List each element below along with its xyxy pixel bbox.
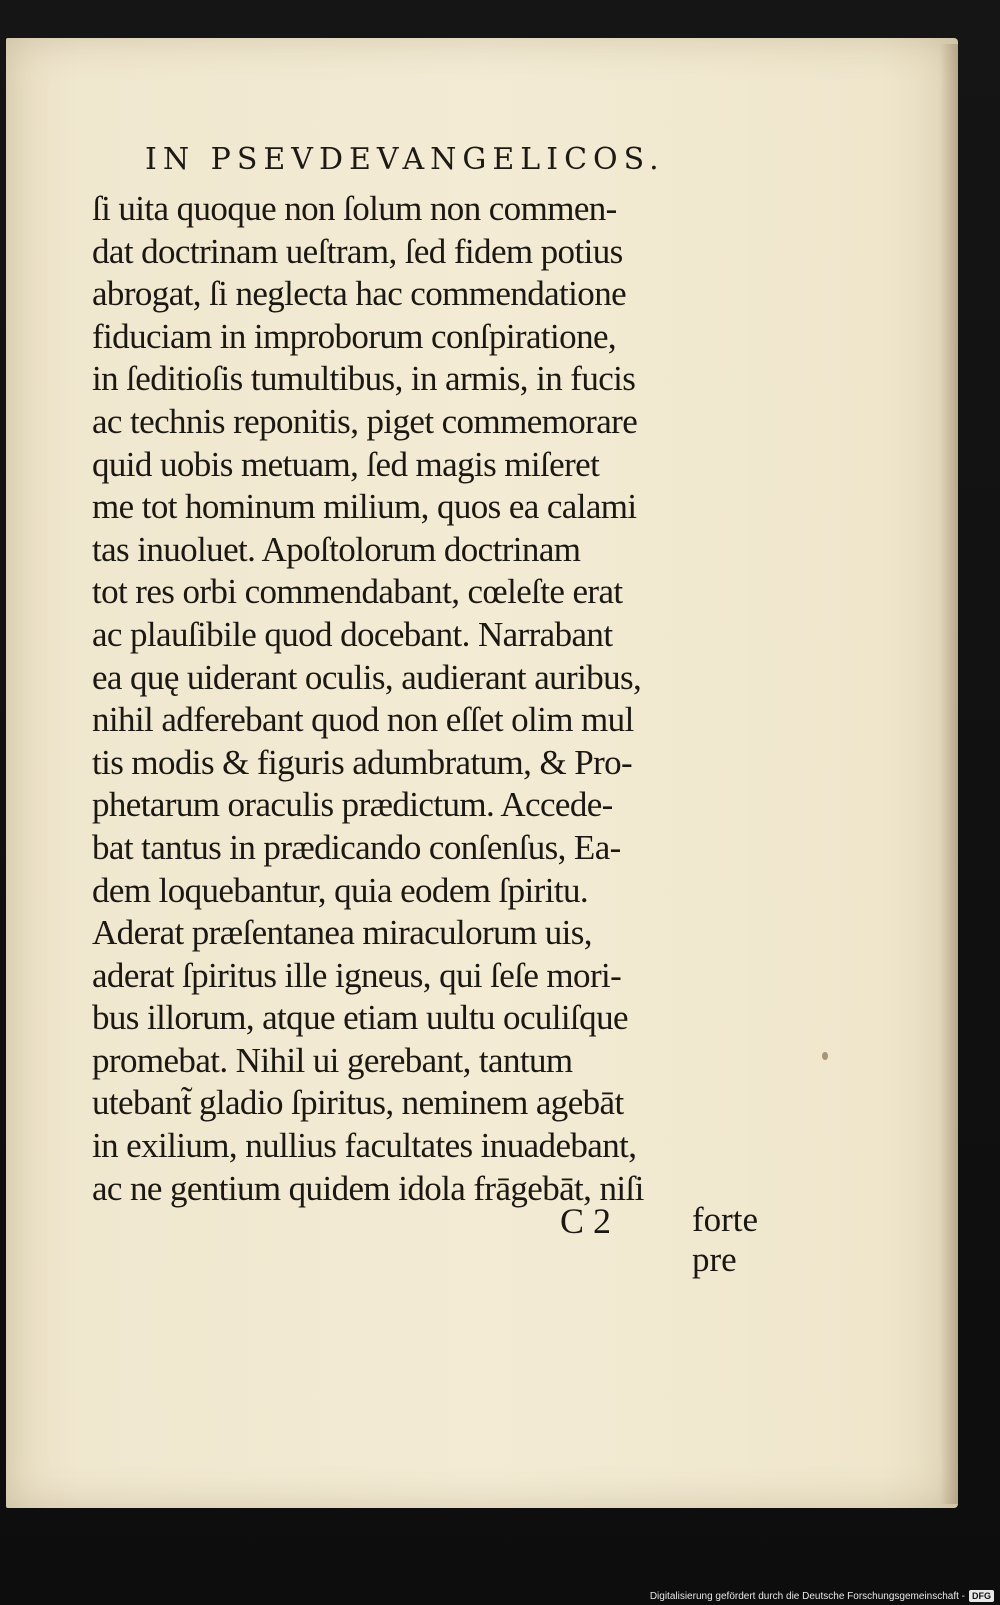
text-line: ſi uita quoque non ſolum non commen- bbox=[92, 189, 617, 228]
text-line: nihil adferebant quod non eſſet olim mul bbox=[92, 700, 634, 740]
digitization-credit bbox=[650, 1590, 994, 1602]
text-line: tas inuoluet. Apoſtolorum doctrinam bbox=[92, 529, 581, 569]
running-head: IN PSEVDEVANGELICOS. bbox=[145, 142, 665, 177]
page-footer bbox=[92, 1200, 759, 1279]
text-line: ac technis reponitis, piget commemorare bbox=[92, 401, 638, 441]
text-line: promebat. Nihil ui gerebant, tantum bbox=[92, 1040, 573, 1080]
page-edge-shadow bbox=[940, 44, 958, 1504]
text-line: Aderat præſentanea miraculorum uis, bbox=[92, 913, 592, 953]
signature-mark: C 2 bbox=[560, 1201, 612, 1241]
dfg-logo: DFG bbox=[969, 1590, 994, 1602]
text-line: bus illorum, atque etiam uultu oculiſque bbox=[92, 998, 628, 1038]
text-line: ac ne gentium quidem idola frāgebāt, niſi bbox=[92, 1168, 644, 1208]
body-text bbox=[92, 188, 752, 1210]
text-line: in exilium, nullius facultates inuadebant, bbox=[92, 1126, 637, 1166]
credit-text: Digitalisierung gefördert durch die Deutsche Forschungsgemeinschaft - bbox=[649, 1590, 965, 1602]
text-line: dat doctrinam ueſtram, ſed fidem potius bbox=[92, 231, 623, 271]
text-line: abrogat, ſi neglecta hac commendatione bbox=[92, 274, 627, 314]
text-line: ac plauſibile quod docebant. Narrabant bbox=[92, 614, 613, 654]
text-line: utebant̃ gladio ſpiritus, neminem agebāt bbox=[92, 1083, 624, 1123]
text-line: tot res orbi commendabant, cœleſte erat bbox=[92, 572, 623, 612]
text-line: bat tantus in prædicando conſenſus, Ea- bbox=[92, 827, 621, 867]
text-line: in ſeditioſis tumultibus, in armis, in fucis bbox=[92, 359, 636, 399]
text-line: tis modis & figuris adumbratum, & Pro- bbox=[92, 742, 633, 782]
text-line: me tot hominum milium, quos ea calami bbox=[92, 487, 637, 527]
paper-speck bbox=[822, 1052, 828, 1060]
text-line: dem loquebantur, quia eodem ſpiritu. bbox=[92, 870, 589, 910]
text-line: quid uobis metuam, ſed magis miſeret bbox=[92, 444, 600, 484]
catchword: forte pre bbox=[692, 1200, 759, 1279]
text-line: phetarum oraculis prædictum. Accede- bbox=[92, 785, 613, 825]
text-line: aderat ſpiritus ille igneus, qui ſeſe mori- bbox=[92, 955, 622, 995]
text-line: ea quę uiderant oculis, audierant auribus, bbox=[92, 657, 642, 697]
text-line: fiduciam in improborum conſpiratione, bbox=[92, 316, 617, 356]
